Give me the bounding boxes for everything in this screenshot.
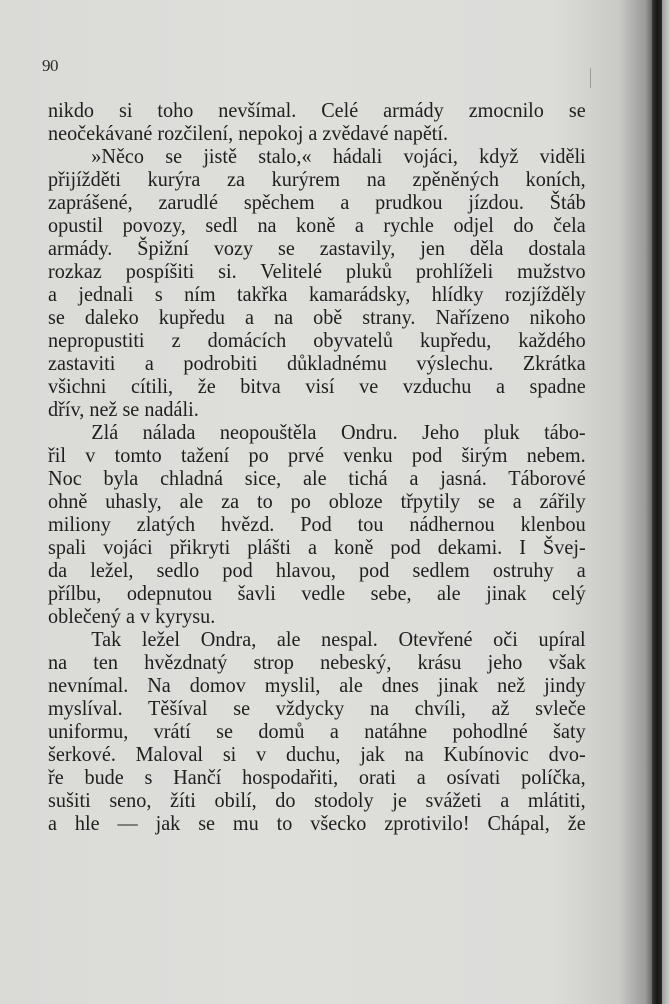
page-number: 90 — [42, 56, 58, 75]
text-line: nikdo si toho nevšímal. Celé armády zmocnilo se — [48, 98, 586, 122]
text-line: přílbu, odepnutou šavli vedle sebe, ale jinak celý — [48, 581, 586, 605]
text-line: myslíval. Těšíval se vždycky na chvíli, až svleče — [48, 696, 586, 720]
text-line: neočekávané rozčilení, nepokoj a zvědavé napětí. — [48, 121, 449, 145]
text-line: »Něco se jistě stalo,« hádali vojáci, když viděli — [91, 144, 586, 168]
text-line: spali vojáci přikryti plášti a koně pod dekami. I Švej- — [48, 535, 586, 559]
text-line: Noc byla chladná sice, ale tichá a jasná. Táborové — [48, 466, 586, 490]
text-line: oblečený a v kyrysu. — [48, 604, 216, 628]
text-line: Zlá nálada neopouštěla Ondru. Jeho pluk tábo- — [91, 420, 586, 444]
text-line: uniformu, vrátí se domů a natáhne pohodlné šaty — [48, 719, 586, 743]
text-line: šerkové. Maloval si v duchu, jak na Kubínovic dvo- — [48, 742, 586, 766]
text-line: a hle — jak se mu to všecko zprotivilo! Chápal, že — [48, 811, 586, 835]
text-line: miliony zlatých hvězd. Pod tou nádhernou klenbou — [48, 512, 586, 536]
text-line: rozkaz pospíšiti si. Velitelé pluků prohlíželi mužstvo — [48, 259, 586, 283]
facing-page-edge — [662, 0, 670, 1004]
text-line: ohně uhasly, ale za to po obloze třpytily se a zářily — [48, 489, 586, 513]
book-spine — [652, 0, 662, 1004]
text-line: armády. Špižní vozy se zastavily, jen děla dostala — [48, 236, 586, 260]
scan-mark — [590, 68, 591, 88]
text-line: opustil povozy, sedl na koně a rychle odjel do čela — [48, 213, 586, 237]
text-line: přijížděti kurýra za kurýrem na zpěněných koních, — [48, 167, 586, 191]
text-line: řil v tomto tažení po prvé venku pod širým nebem. — [48, 443, 586, 467]
text-line: nepropustiti z domácích obyvatelů kupředu, každého — [48, 328, 586, 352]
text-line: a jednali s ním takřka kamarádsky, hlídky rozjížděly — [48, 282, 586, 306]
text-line: dřív, než se nadáli. — [48, 397, 199, 421]
text-line: Tak ležel Ondra, ale nespal. Otevřené oči upíral — [91, 627, 586, 651]
text-line: zastaviti a podrobiti důkladnému výslechu. Zkrátka — [48, 351, 586, 375]
text-line: ře bude s Hančí hospodařiti, orati a osívati políčka, — [48, 765, 586, 789]
text-line: nevnímal. Na domov myslil, ale dnes jinak než jindy — [48, 673, 586, 697]
text-line: na ten hvězdnatý strop nebeský, krásu jeho však — [48, 650, 586, 674]
text-line: zaprášené, zarudlé spěchem a prudkou jízdou. Štáb — [48, 190, 586, 214]
text-line: všichni cítili, že bitva visí ve vzduchu a spadne — [48, 374, 586, 398]
text-line: sušiti seno, žíti obilí, do stodoly je svážeti a mlátiti, — [48, 788, 586, 812]
body-text — [48, 99, 586, 835]
text-line: se daleko kupředu a na obě strany. Nařízeno nikoho — [48, 305, 586, 329]
text-line: da ležel, sedlo pod hlavou, pod sedlem ostruhy a — [48, 558, 586, 582]
